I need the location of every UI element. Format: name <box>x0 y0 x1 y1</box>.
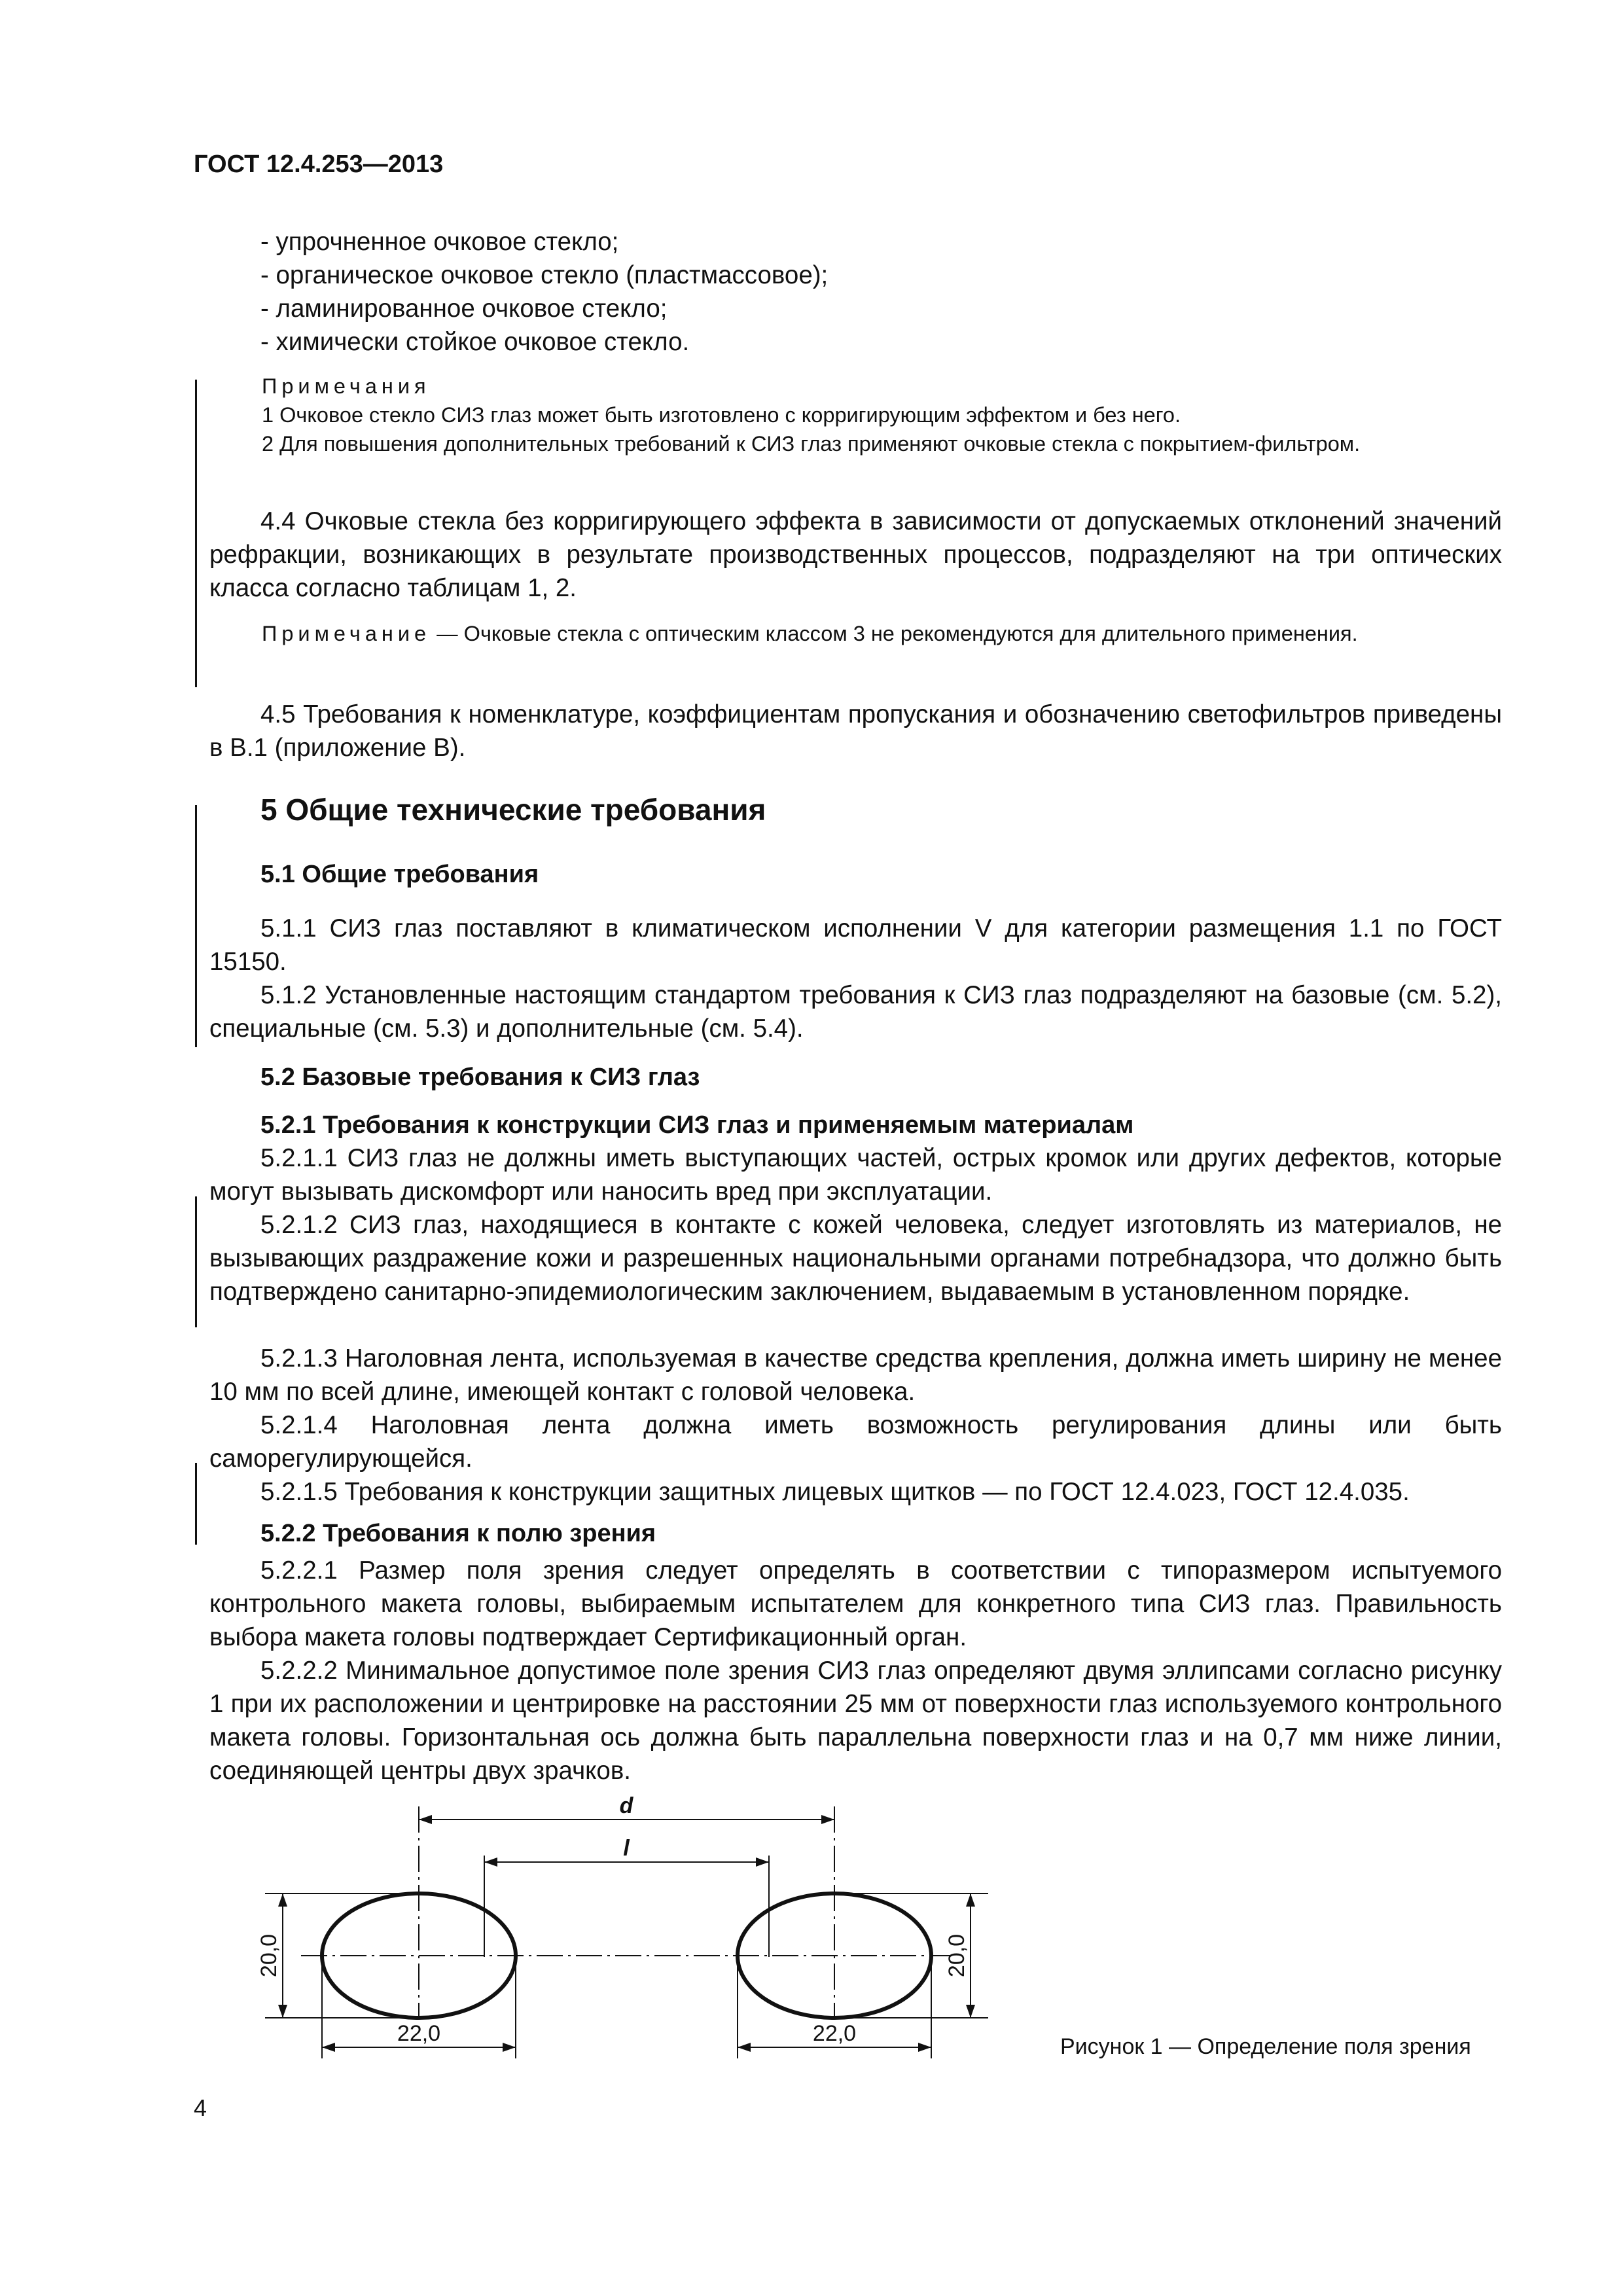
clause-5-2-2-2: 5.2.2.2 Минимальное допустимое поле зрения СИЗ глаз определяют двумя эллипсами согласно рисунку 1 при их расположении и центрировке на расстоянии 25 мм от поверхности глаз используемого контрольного макета головы. Горизонтальная ось должна быть параллельна поверхности глаз и на 0,7 мм ниже линии, соединяющей центры двух зрачков. <box>209 1657 1502 1785</box>
clause-4-4: 4.4 Очковые стекла без корригирующего эффекта в зависимости от допускаемых отклонений значений рефракции, возникающих в результате производственных процессов, подразделяют на три оптических класса согласно таблицам 1, 2. <box>209 507 1502 602</box>
note-2: 2 Для повышения дополнительных требований к СИЗ глаз применяют очковые стекла с покрытием-фильтром. <box>262 432 1361 456</box>
lens-type-list <box>260 225 828 359</box>
figure-caption: Рисунок 1 — Определение поля зрения <box>1060 2034 1471 2059</box>
subsection-5-2-2-title: 5.2.2 Требования к полю зрения <box>260 1520 656 1547</box>
label-height-right: 20,0 <box>944 1933 969 1978</box>
note-label: Примечание <box>262 622 431 645</box>
clause-5-2-2-1: 5.2.2.1 Размер поля зрения следует определять в соответствии с типоразмером испытуемого контрольного макета головы, выбираемым испытателем для конкретного типа СИЗ глаз. Правильность выбора макета головы подтверждает Сертификационный орган. <box>209 1556 1502 1651</box>
clause-5-2-1-5: 5.2.1.5 Требования к конструкции защитных лицевых щитков — по ГОСТ 12.4.023, ГОСТ 12.4.035. <box>260 1478 1410 1506</box>
list-item: - упрочненное очковое стекло; <box>260 228 619 256</box>
page-number: 4 <box>194 2094 207 2121</box>
list-item: - органическое очковое стекло (пластмассовое); <box>260 261 829 289</box>
clause-5-2-1-1: 5.2.1.1 СИЗ глаз не должны иметь выступающих частей, острых кромок или других дефектов, которые могут вызывать дискомфорт или наносить вред при эксплуатации. <box>209 1144 1502 1206</box>
clause-5-1-2: 5.1.2 Установленные настоящим стандартом требования к СИЗ глаз подразделяют на базовые (см. 5.2), специальные (см. 5.3) и дополнительные (см. 5.4). <box>209 981 1502 1043</box>
section-5-title: 5 Общие технические требования <box>260 793 766 827</box>
label-height-left: 20,0 <box>257 1933 281 1978</box>
label-l: l <box>623 1836 630 1861</box>
label-width-left: 22,0 <box>397 2021 441 2046</box>
change-bar <box>195 1463 197 1545</box>
clause-5-2-1-4: 5.2.1.4 Наголовная лента должна иметь возможность регулирования длины или быть саморегулирующейся. <box>209 1411 1502 1473</box>
label-d: d <box>619 1793 633 1818</box>
clause-4-5: 4.5 Требования к номенклатуре, коэффициентам пропускания и обозначению светофильтров приведены в В.1 (приложение В). <box>209 700 1502 762</box>
change-bar <box>195 1196 197 1327</box>
list-item: - ламинированное очковое стекло; <box>260 295 668 323</box>
clause-5-1-1: 5.1.1 СИЗ глаз поставляют в климатическом исполнении V для категории размещения 1.1 по ГОСТ 15150. <box>209 914 1502 976</box>
subsection-5-2-title: 5.2 Базовые требования к СИЗ глаз <box>260 1064 700 1091</box>
subsection-5-2-1-title: 5.2.1 Требования к конструкции СИЗ глаз и применяемым материалам <box>260 1111 1134 1139</box>
field-of-view-figure <box>249 1787 1008 2068</box>
clause-5-2-1-3: 5.2.1.3 Наголовная лента, используемая в качестве средства крепления, должна иметь ширину не менее 10 мм по всей длине, имеющей контакт с головой человека. <box>209 1344 1502 1406</box>
notes-block <box>209 372 1502 458</box>
note-text: — Очковые стекла с оптическим классом 3 не рекомендуются для длительного применения. <box>431 622 1358 645</box>
list-item: - химически стойкое очковое стекло. <box>260 328 690 356</box>
note-1: 1 Очковое стекло СИЗ глаз может быть изготовлено с корригирующим эффектом и без него. <box>262 403 1181 427</box>
clause-5-2-1-2: 5.2.1.2 СИЗ глаз, находящиеся в контакте с кожей человека, следует изготовлять из материалов, не вызывающих раздражение кожи и разрешенных национальными органами потребнадзора, что должно быть подтверждено санитарно-эпидемиологическим заключением, выдаваемым в установленном порядке. <box>209 1211 1502 1306</box>
note-clause-4-4 <box>209 619 1502 648</box>
document-header: ГОСТ 12.4.253—2013 <box>194 151 444 178</box>
label-width-right: 22,0 <box>812 2021 857 2046</box>
change-bar <box>195 805 197 1047</box>
notes-heading: Примечания <box>262 374 431 398</box>
subsection-5-1-title: 5.1 Общие требования <box>260 861 539 888</box>
change-bar <box>195 380 197 687</box>
